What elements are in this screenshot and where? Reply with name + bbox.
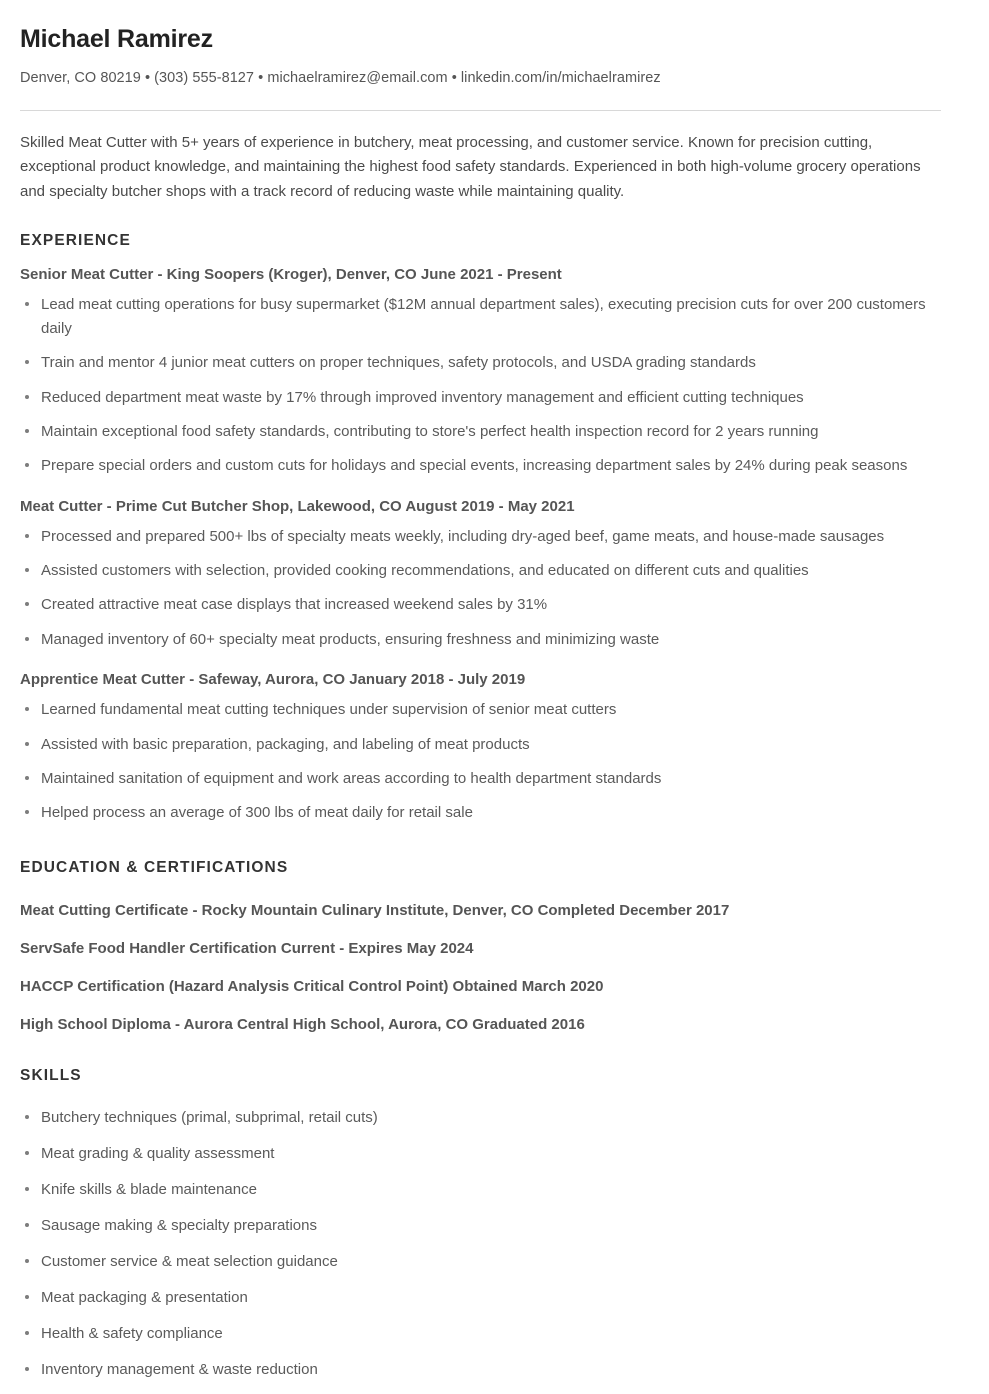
job-title: Apprentice Meat Cutter - Safeway, Aurora, CO January 2018 - July 2019 <box>20 671 526 688</box>
list-item: Health & safety compliance <box>20 1322 965 1346</box>
section-experience <box>20 232 965 826</box>
experience-entry <box>20 497 965 652</box>
list-item: Prepare special orders and custom cuts for holidays and special events, increasing department sales by 24% during peak seasons <box>20 454 949 478</box>
list-item: Sausage making & specialty preparations <box>20 1214 965 1238</box>
education-entry: Meat Cutting Certificate - Rocky Mountain Culinary Institute, Denver, CO Completed December 2017 <box>20 902 730 920</box>
professional-summary: Skilled Meat Cutter with 5+ years of experience in butchery, meat processing, and customer service. Known for precision cutting, exceptional product knowledge, and maintaining the highest food safety standards. Experienced in both high-volume grocery operations and specialty butcher shops with a track record of reducing waste while maintaining quality. <box>20 134 921 200</box>
section-education <box>20 859 965 1035</box>
list-item: Train and mentor 4 junior meat cutters on proper techniques, safety protocols, and USDA grading standards <box>20 351 949 375</box>
list-item: Helped process an average of 300 lbs of meat daily for retail sale <box>20 801 949 825</box>
list-item: Meat grading & quality assessment <box>20 1142 965 1166</box>
skills-list <box>20 1106 965 1382</box>
list-item: Managed inventory of 60+ specialty meat products, ensuring freshness and minimizing waste <box>20 628 949 652</box>
job-bullet-list <box>20 698 949 825</box>
list-item: Learned fundamental meat cutting techniques under supervision of senior meat cutters <box>20 698 949 722</box>
list-item: Knife skills & blade maintenance <box>20 1178 965 1202</box>
list-item: Reduced department meat waste by 17% through improved inventory management and efficient cutting techniques <box>20 386 949 410</box>
section-heading-skills: SKILLS <box>20 1067 82 1085</box>
list-item: Created attractive meat case displays that increased weekend sales by 31% <box>20 593 949 617</box>
list-item: Assisted with basic preparation, packaging, and labeling of meat products <box>20 733 949 757</box>
job-bullet-list <box>20 293 949 479</box>
list-item: Customer service & meat selection guidance <box>20 1250 965 1274</box>
job-bullet-list <box>20 525 949 652</box>
list-item: Maintain exceptional food safety standards, contributing to store's perfect health inspection record for 2 years running <box>20 420 949 444</box>
education-entry: ServSafe Food Handler Certification Current - Expires May 2024 <box>20 940 474 958</box>
job-title: Senior Meat Cutter - King Soopers (Kroger), Denver, CO June 2021 - Present <box>20 265 562 283</box>
experience-entry <box>20 265 965 479</box>
education-entry: High School Diploma - Aurora Central High School, Aurora, CO Graduated 2016 <box>20 1016 585 1034</box>
experience-entry <box>20 670 965 825</box>
list-item: Inventory management & waste reduction <box>20 1358 965 1382</box>
section-heading-education: EDUCATION & CERTIFICATIONS <box>20 859 289 877</box>
contact-line: Denver, CO 80219 • (303) 555-8127 • michaelramirez@email.com • linkedin.com/in/michaelramirez <box>20 69 661 86</box>
section-heading-experience: EXPERIENCE <box>20 231 131 249</box>
education-entry: HACCP Certification (Hazard Analysis Critical Control Point) Obtained March 2020 <box>20 978 604 996</box>
section-skills <box>20 1067 965 1382</box>
list-item: Processed and prepared 500+ lbs of specialty meats weekly, including dry-aged beef, game meats, and house-made sausages <box>20 525 949 549</box>
header-divider <box>20 110 941 111</box>
page-title: Michael Ramirez <box>20 25 213 53</box>
job-title: Meat Cutter - Prime Cut Butcher Shop, Lakewood, CO August 2019 - May 2021 <box>20 497 575 515</box>
list-item: Assisted customers with selection, provided cooking recommendations, and educated on different cuts and qualities <box>20 559 949 583</box>
list-item: Maintained sanitation of equipment and work areas according to health department standards <box>20 767 949 791</box>
list-item: Lead meat cutting operations for busy supermarket ($12M annual department sales), executing precision cuts for over 200 customers daily <box>20 293 949 342</box>
list-item: Meat packaging & presentation <box>20 1286 965 1310</box>
list-item: Butchery techniques (primal, subprimal, retail cuts) <box>20 1106 965 1130</box>
